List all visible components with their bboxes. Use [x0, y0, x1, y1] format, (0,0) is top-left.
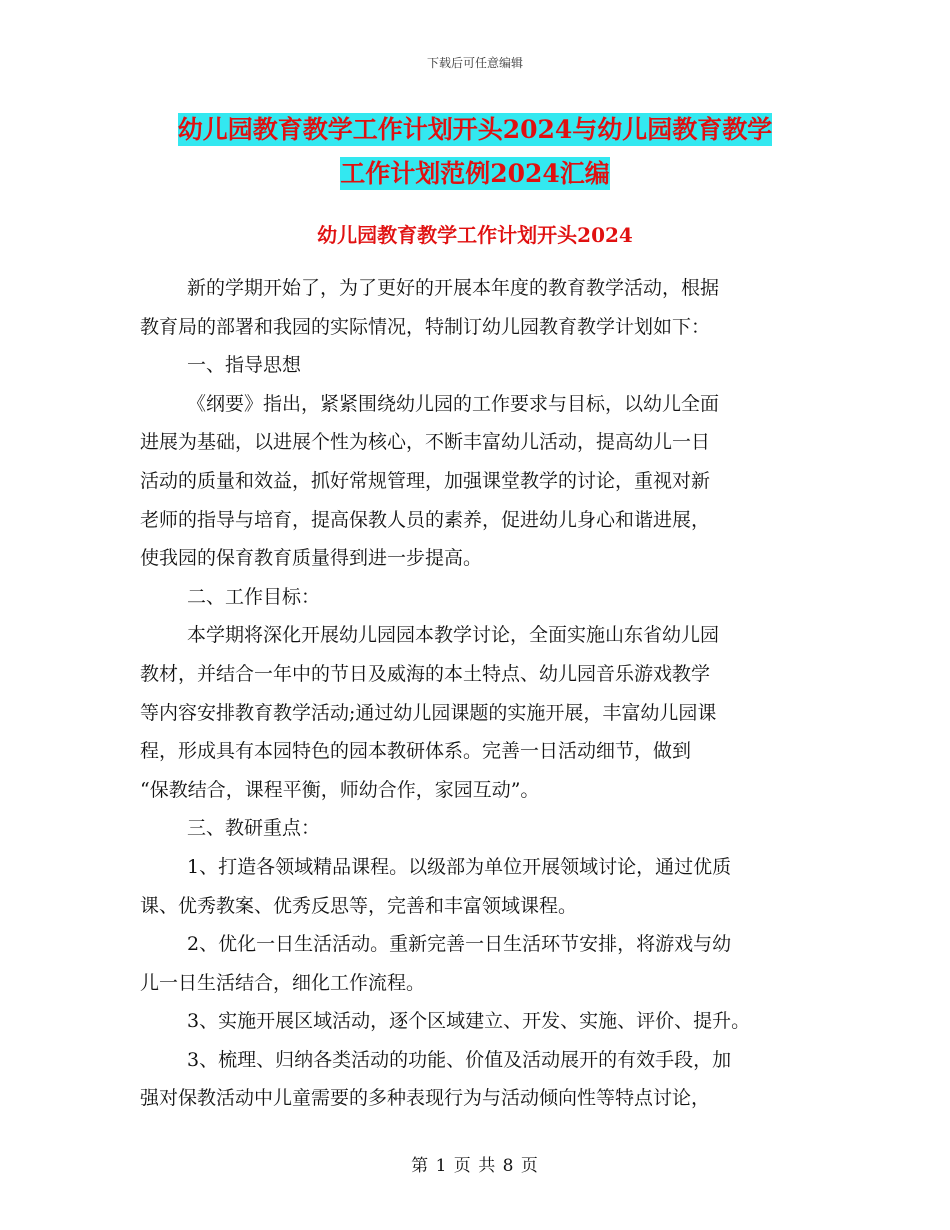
- body-line: 程，形成具有本园特色的园本教研体系。完善一日活动细节，做到: [140, 740, 692, 763]
- body-line: 等内容安排教育教学活动;通过幼儿园课题的实施开展，丰富幼儿园课: [140, 701, 717, 724]
- body-line: 老师的指导与培育，提高保教人员的素养，促进幼儿身心和谐进展，: [140, 508, 711, 531]
- document-title-line-1: [0, 108, 950, 152]
- body-line: 三、教研重点：: [187, 817, 321, 840]
- body-line: 进展为基础，以进展个性为核心，不断丰富幼儿活动，提高幼儿一日: [140, 431, 711, 454]
- body-line: 活动的质量和效益，抓好常规管理，加强课堂教学的讨论，重视对新: [140, 469, 711, 492]
- body-line: 《纲要》指出，紧紧围绕幼儿园的工作要求与目标，以幼儿全面: [187, 392, 720, 415]
- body-line: 二、工作目标：: [187, 585, 321, 608]
- body-line: 1、打造各领域精品课程。以级部为单位开展领域讨论，通过优质: [187, 855, 732, 878]
- body-line: 教育局的部署和我园的实际情况，特制订幼儿园教育教学计划如下：: [140, 315, 711, 338]
- body-line: 2、优化一日生活活动。重新完善一日生活环节安排，将游戏与幼: [187, 933, 732, 956]
- body-line: 一、指导思想: [187, 354, 302, 377]
- body-line: 儿一日生活结合，细化工作流程。: [140, 971, 426, 994]
- body-line: 使我园的保育教育质量得到进一步提高。: [140, 547, 483, 570]
- body-line: 本学期将深化开展幼儿园园本教学讨论，全面实施山东省幼儿园: [187, 624, 720, 647]
- body-line: 新的学期开始了，为了更好的开展本年度的教育教学活动，根据: [187, 277, 720, 299]
- document-body: [140, 269, 810, 1118]
- page-footer: 第 1 页 共 8 页: [411, 1156, 539, 1176]
- page-header: 下载后可任意编辑: [426, 56, 523, 70]
- document-title-line-2: [0, 152, 950, 196]
- body-line: 3、梳理、归纳各类活动的功能、价值及活动展开的有效手段，加: [187, 1048, 732, 1071]
- title-highlight-2: 工作计划范例2024汇编: [340, 159, 610, 188]
- body-line: “保教结合，课程平衡，师幼合作，家园互动”。: [140, 778, 540, 801]
- section-title: 幼儿园教育教学工作计划开头2024: [317, 223, 633, 247]
- body-line: 强对保教活动中儿童需要的多种表现行为与活动倾向性等特点讨论，: [140, 1087, 711, 1110]
- body-line: 课、优秀教案、优秀反思等，完善和丰富领域课程。: [140, 894, 578, 917]
- body-line: 教材，并结合一年中的节日及威海的本土特点、幼儿园音乐游戏教学: [140, 662, 711, 685]
- title-highlight-1: 幼儿园教育教学工作计划开头2024与幼儿园教育教学: [177, 115, 773, 144]
- body-line: 3、实施开展区域活动，逐个区域建立、开发、实施、评价、提升。: [187, 1010, 751, 1033]
